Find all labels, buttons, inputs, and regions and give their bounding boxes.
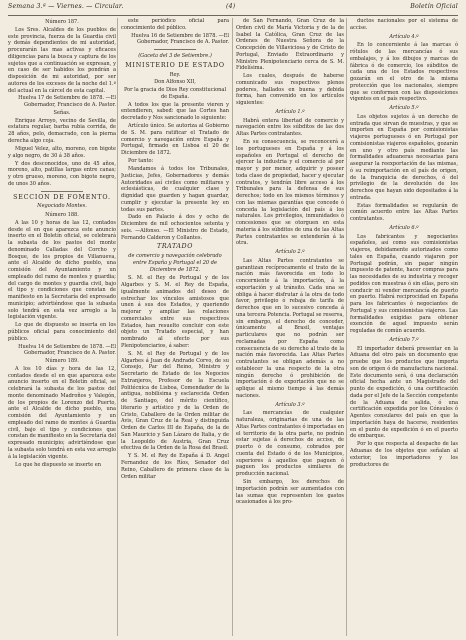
paragraph: En lo concerniente á las marcas ó rótulos de las mercancías ó sus embalajes, y á los dibujos y marcas de fábrica ó de comercio, los súbditos de cada una de los Estados respectivos gozarán en el otro de la misma protección que los nacionales, siempre que se conformen con las disposiciones vigentes en el país respectivo. — [350, 42, 458, 103]
paragraph: Enrique Arroyo, vecino de Sevilla, de estatura regular, barba rubia corrida, de 28 años, pelo, demacrado, con la pierna derecha algo coja. — [8, 117, 116, 144]
paragraph: Mandamos á todos los Tribunales, Justicias, Jefes, Gobernadores y demás Autoridades así civiles como militares y eclesiásticas, de cualquier clase y dignidad que guarden y hagan guardar, cumplir y ejecutar la presente ley en todas sus partes. — [121, 166, 229, 213]
column-3 — [236, 18, 344, 636]
paragraph: Y dos desconocidos, uno de 45 años, moreno, alto, patillas largas entre canas; y otro grueso, moreno, con bigote negro, de unos 30 años. — [8, 160, 116, 187]
paragraph: Artículo único. Se autoriza al Gobierno de S. M. para ratificar el Tratado de comercio y navegación entre España y Portugal, firmado en Lisboa el 20 de Diciembre de 1872. — [121, 123, 229, 157]
paragraph: Por lo que respecta al despacho de las Aduanas de los objetos que señalan al exterior, los importadores y los productores de — [350, 441, 458, 468]
subheading: de comercio y navegación celebrado entre España y Portugal el 20 de Diciembre de 1872. — [128, 253, 222, 273]
column-4 — [350, 18, 458, 636]
paragraph: Las Altas Partes contratantes se garantizan recíprocamente el trato de la nación más favorecida en todo lo concerniente á la importación, á la exportación y al tránsito. Cada una se obliga á hacer disfrutar á la otra de todo favor, privilegio ó rebaja de tarifa de derechos que en lo sucesivo conceda á una tercera Potencia. Portugal se reserva, sin embargo, el derecho de conceder, únicamente al Brasil, ventajas particulares que no podrán ser reclamadas por España como consecuencia de su derecho al trato de la nación más favorecida. Las Altas Partes contratantes se obligan además a no establecer la una respecto de la otra ningún derecho ó prohibición de importación ó de exportación que no se aplique al mismo tiempo á las demás naciones. — [236, 257, 344, 399]
header-left: Semana 3.ª — Viernes. — Circular. — [8, 3, 124, 10]
subheading: Negociado Montes. — [37, 203, 87, 210]
paragraph: Los fabricantes y negociantes españoles, así como sus comisionistas viajeros, debidamente autorizados como tales en España, cuando viajaren por Portugal podrán, sin pagar ningún impuesto de patente, hacer compras para las necesidades de su industria y recoger pedidos con muestras ó sin ellas, pero sin conducir ni vender mercancía de puerto en puerto. Habrá reciprocidad en España para los fabricantes ó negociantes de Portugal y sus comisionistas viajeros. Las formalidades exigidas para obtener exención de aquel impuesto serán reguladas de común acuerdo. — [350, 233, 458, 335]
paragraph: A todos los que la presente vieren y entendieren, sabed: que las Cortes han decretado y Nos sancionado lo siguiente: — [121, 101, 229, 122]
paragraph: S. M. el Rey de Portugal y de los Algarbes y S. M. el Rey de España, igualmente animados del deseo de estrechar los vínculos amistosos que unen á sus dos Estados, y queriendo mejorar y ampliar las relaciones comerciales entre sus respectivos Estados, han resuelto concluir con este objeto un Tratado especial, y han nombrado al efecto por sus Plenipotenciarios, á saber: — [121, 275, 229, 349]
section-heading: MINISTERIO DE ESTADO — [125, 61, 225, 69]
subheading: Artículo 1.º — [275, 108, 305, 115]
paragraph: A las 10 y horas de las 12, contados desde el en que aparezca este anuncio inserto en el Boletín oficial, se celebrará la subasta de los pastos del monte denominado Calladas del Corcho y Bosque, de los propios de Villanueva, ante el Alcalde de dicho pueblo, una comisión del Ayuntamiento y un empleado del ramo de montes y guardia; del cargo de montes y guardia civil, bajo el tipo y condiciones que constan de manifiesto en la Secretaría del expresado municipio; advirtiéndose que la subasta solo tendrá en esta vez arreglo a la legislación vigente. — [8, 219, 116, 321]
column-divider — [117, 18, 118, 636]
gazette-reference: (Gaceta del 3 de Setiembre.) — [138, 53, 212, 60]
signature-line: Huelva 17 de Setiembre de 1878. —El Gobernador, Francisco de A. Pastor. — [18, 95, 116, 109]
page-header — [8, 3, 458, 14]
centered-line: Por la gracia de Dios Rey constitucional de España. — [123, 87, 227, 100]
paragraph: este periódico oficial para conocimiento del público. — [121, 18, 229, 31]
paragraph: Dado en Palacio á dos y ocho de Diciembre de mil ochocientos setenta y seis. —Alfonso. —El Ministro de Estado, Fernando Calderon y Collantes. — [121, 214, 229, 241]
paragraph: de San Fernando, Gran Cruz de la Orden civil de María Victoria y de la de Isabel la Católica, Gran Cruz de las Ordenes de Nuestra Señora de la Concepción de Villaviciosa y de Cristo de Portugal, Enviado Extraordinario y Ministro Plenipotenciario cerca de S. M. Fidelísima. — [236, 18, 344, 72]
subheading: Artículo 2.º — [275, 249, 305, 256]
subheading: Artículo 6.º — [389, 224, 419, 231]
header-page-number: (4) — [226, 3, 236, 10]
centered-line: Número 189. — [45, 358, 79, 365]
column-divider — [232, 18, 233, 636]
paragraph: Lo que he dispuesto se inserte en — [15, 461, 101, 468]
separator-rule — [41, 191, 82, 192]
paragraph: S. M. el Rey de Portugal y de los Algarbes á Juan de Andrade Corvo, de su Consejo, Par del Reino, Ministro y Secretario de Estado de los Negocios Extranjeros, Profesor de la Escuela Politécnica de Lisboa, Comendador de la antigua, nobilísima y esclarecida Orden de Santiago, del mérito científico, literario y artístico y de la Orden de Cristo, Caballero de la Orden militar de Avis, Gran Cruz de la Real y distinguida Orden de Carlos III de España, de la de San Mauricio y San Lázaro de Italia, y de la Leopoldo de Austria, Gran Cruz efectiva de la Orden de la Rosa del Brasil. — [121, 350, 229, 452]
paragraph: Habrá entera libertad de comercio y navegación entre los súbditos de las dos Altas Partes contratantes. — [236, 117, 344, 138]
paragraph: Por tanto: — [128, 158, 154, 165]
column-divider — [346, 18, 347, 636]
subheading: Artículo 5.º — [389, 105, 419, 111]
column-1 — [8, 18, 116, 636]
signature-line: Huelva 14 de Setiembre de 1878. —El Gobernador, Francisco de A. Pastor. — [18, 343, 116, 357]
centered-line: Rey. — [169, 71, 181, 78]
separator-rule — [154, 49, 195, 50]
signature-line: Huelva 16 de Setiembre de 1878. —El Gobernador, Francisco de A. Pastor. — [131, 32, 229, 46]
subheading: Artículo 4.º — [389, 33, 419, 40]
paragraph: Los Sres. Alcaldes de los pueblos de este provincia, fuerza de la Guardia civil y demás dependientes de mi autoridad, procurarán las mas activas y eficaces diligencias para la busca y captura de los sujetos que a continuación se expresan, y en caso de ser habidos los pondrán a disposición de mi autoridad, por ser autores de los excesos de la noche del 1.º del actual en la cárcel de esta capital. — [8, 26, 116, 94]
section-heading: SECCION DE FOMENTO. — [13, 193, 111, 201]
column-2 — [121, 18, 229, 636]
header-right: Boletín Oficial — [410, 3, 458, 10]
paragraph: En su consecuencia, se reconocerá a los portugueses en España y á los españoles en Portugal el derecho de ejercer la industria y el comercio al por mayor y por menor, adquirir y poseer toda clase de propiedad, hacer y ejecutar contratos, y tendrán libre acceso á los Tribunales para la defensa de sus derechos; todo en los mismos términos y con las mismas garantías que concede ó conceda la legislación del país á los naturales. Los privilegios, inmunidades ó concesiones que se otorguen en esta materia á los súbditos de una de las Altas Partes contratantes se extenderán á la otra. — [236, 139, 344, 247]
paragraph: El importador deberá presentar en la Aduana del otro país un documento que pruebe que los productos que importa son de origen ó de manufactura nacional. Este documento será, ó una declaración oficial hecha ante un Magistrado del punto de expedición, ó una certificación dada por el Jefe de la Sección competente de la Aduana de salida, ó una certificación expedida por los Cónsules ó Agentes consulares del país en que la importación haya de hacerse, residentes en el punto de expedición ó en el puerto de embarque. — [350, 345, 458, 440]
paragraph: Los cuales, después de haberse comunicado sus respectivos plenos poderes, hallados en buena y debida forma, han convenido en los artículos siguientes: — [236, 73, 344, 107]
paragraph: Estas formalidades se regularán de común acuerdo entre las Altas Partes contratantes. — [350, 202, 458, 223]
subheading: Artículo 7.º — [389, 336, 419, 343]
header-divider — [8, 15, 458, 16]
subheading: Artículo 3.º — [275, 401, 305, 408]
paragraph: Las mercancías de cualquier naturaleza, originarias de una de las Altas Partes contratantes ó importadas en el territorio de la otra parte, no podrán estar sujetas á derechos de accise, de puerto ó de consumo, cobrados por cuenta del Estado ó de los Municipios, superiores á aquellos que paguen ó paguen los productos similares de producción nacional. — [236, 410, 344, 478]
treaty-title: TRATADO — [157, 243, 193, 251]
centered-line: Número 187. — [45, 19, 79, 25]
centered-line: Don Alfonso XII, — [154, 79, 196, 86]
paragraph: ductos nacionales por el sistema de accise. — [350, 18, 458, 31]
paragraph: Los objetos sujetos á un derecho de entrada que sirvan de muestras, y que se importen en España por comisionistas viajeros portugueses ó en Portugal por comisionistas viajeros españoles, gozarán en uno y otro país mediante las formalidades aduaneras necesarias para asegurar la reexportación de las mismas, ó su reimportación en el país de origen, de la franquicia de derechos, ó del privilegio de la devolución de los derechos que hayan sido depositados á la entrada. — [350, 113, 458, 201]
paragraph: Sin embargo, los derechos de importación podrán ser aumentados con las sumas que representen los gastos ocasionados á los pro- — [236, 479, 344, 506]
centered-line: Señas. — [53, 109, 71, 116]
paragraph: Miguel Velez, alto, moreno, con bigote y algo negro, de 30 á 38 años. — [8, 145, 116, 159]
paragraph: Y S. M. el Rey de España á D. Angel Fernandez de los Ríos, Senador del Reino, Caballero de primera clase de la Orden militar — [121, 453, 229, 480]
paragraph: Lo que de dispuesto se inserta en los públicos oficial para conocimiento del público. — [8, 322, 116, 342]
paragraph: A los 10 días y hora de las 12, contados desde el en que aparezca este anuncio inserto en el Boletín oficial, se celebrará la subasta de los pastos del monte denominado Madroños y Valegón, de los propios de Lorenzo del Puerto, ante el Alcalde de dicho pueblo, una comisión del Ayuntamiento y un empleado del ramo de montes á Guardia civil, bajo el tipo y condiciones que constan de manifiesto en la Secretaría del expresado municipio; advirtiéndose que la subasta solo tendrá en esta vez arreglo á la legislación vigente. — [8, 365, 116, 460]
centered-line: Número 188. — [45, 212, 79, 219]
